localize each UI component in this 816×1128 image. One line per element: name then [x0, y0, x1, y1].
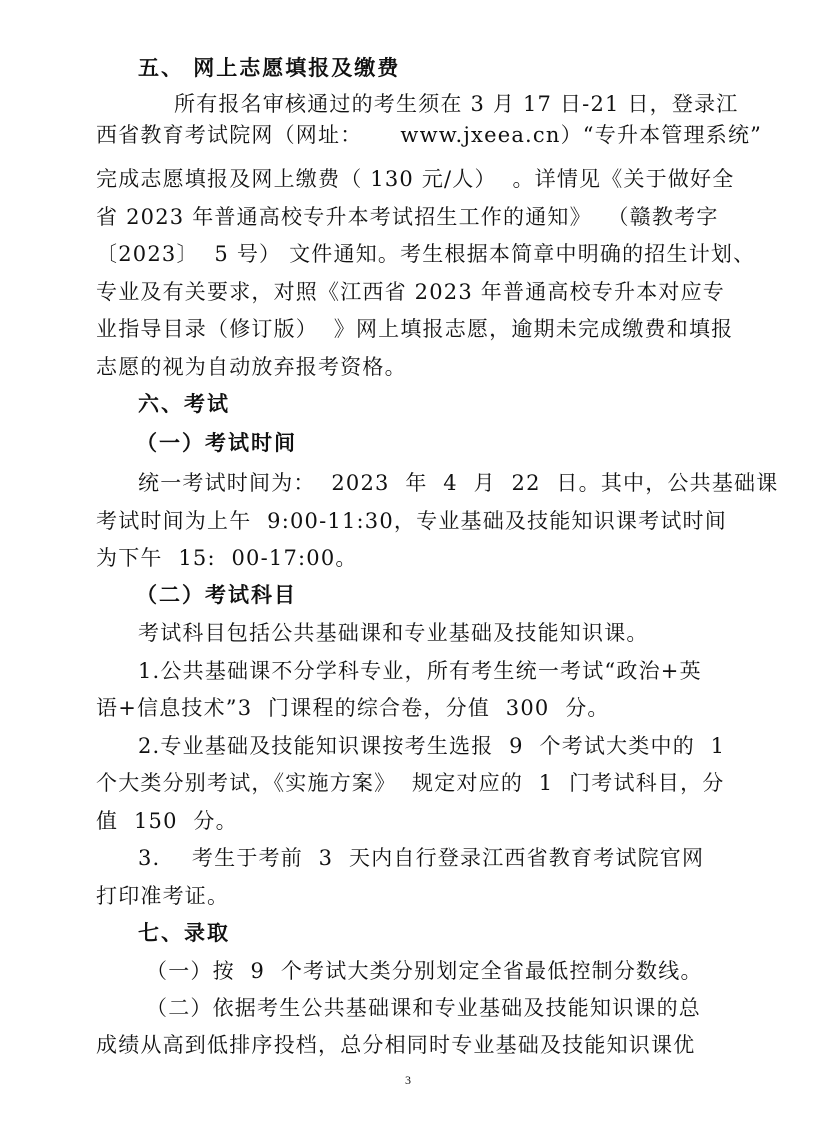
paragraph-line: 成绩从高到低排序投档，总分相同时专业基础及技能知识课优	[96, 1033, 696, 1057]
paragraph-line: 1.公共基础课不分学科专业，所有考生统一考试“政治+英	[138, 659, 702, 683]
paragraph-line: 打印准考证。	[96, 884, 230, 908]
text-fragment: 西	[96, 123, 119, 147]
paragraph-line: 考试时间为上午 9:00-11:30，专业基础及技能知识课考试时间	[96, 509, 727, 533]
text-fragment: 省教育考试院网（网址：	[118, 123, 363, 147]
paragraph-line: 2.专业基础及技能知识课按考生选报 9 个考试大类中的 1	[138, 734, 726, 758]
paragraph-line: 统一考试时间为： 2023 年 4 月 22 日。其中，公共基础课	[138, 471, 779, 495]
text-fragment: ）“专升本管理系统”	[560, 123, 763, 147]
paragraph-line: （一）按 9 个考试大类分别划定全省最低控制分数线。	[146, 959, 703, 983]
page-number: 3	[405, 1073, 411, 1087]
paragraph-line: 3. 考生于考前 3 天内自行登录江西省教育考试院官网	[138, 846, 705, 870]
paragraph-line: 为下午 15: 00-17:00。	[96, 546, 358, 570]
paragraph-line: 〔2023〕 5 号） 文件通知。考生根据本简章中明确的招生计划、	[96, 242, 756, 266]
paragraph-line: 所有报名审核通过的考生须在 3 月 17 日-21 日，登录江	[174, 92, 739, 116]
paragraph-line: 值 150 分。	[96, 809, 238, 833]
subsection-exam-subjects-heading: （二）考试科目	[136, 583, 297, 607]
subsection-exam-time-heading: （一）考试时间	[136, 431, 297, 455]
paragraph-line: 志愿的视为自动放弃报考资格。	[96, 355, 407, 379]
paragraph-line: 专业及有关要求，对照《江西省 2023 年普通高校专升本对应专	[96, 280, 725, 304]
section-7-heading: 七、录取	[138, 921, 230, 945]
paragraph-line: 考试科目包括公共基础课和专业基础及技能知识课。	[138, 621, 649, 645]
paragraph-line: 语+信息技术”3 门课程的综合卷，分值 300 分。	[96, 696, 610, 720]
paragraph-line: （二）依据考生公共基础课和专业基础及技能知识课的总	[146, 996, 701, 1020]
paragraph-line: 个大类分别考试，《实施方案》 规定对应的 1 门考试科目，分	[96, 771, 725, 795]
website-link[interactable]: www.jxeea.cn	[400, 123, 561, 147]
section-6-heading: 六、考试	[138, 392, 230, 416]
paragraph-line: 省 2023 年普通高校专升本考试招生工作的通知》 （赣教考字	[96, 205, 719, 229]
section-5-heading: 五、 网上志愿填报及缴费	[138, 56, 401, 80]
paragraph-line: 完成志愿填报及网上缴费（ 130 元/人） 。详情见《关于做好全	[96, 167, 735, 191]
paragraph-line	[96, 120, 762, 150]
paragraph-line: 业指导目录（修订版） 》网上填报志愿，逾期未完成缴费和填报	[96, 317, 734, 341]
